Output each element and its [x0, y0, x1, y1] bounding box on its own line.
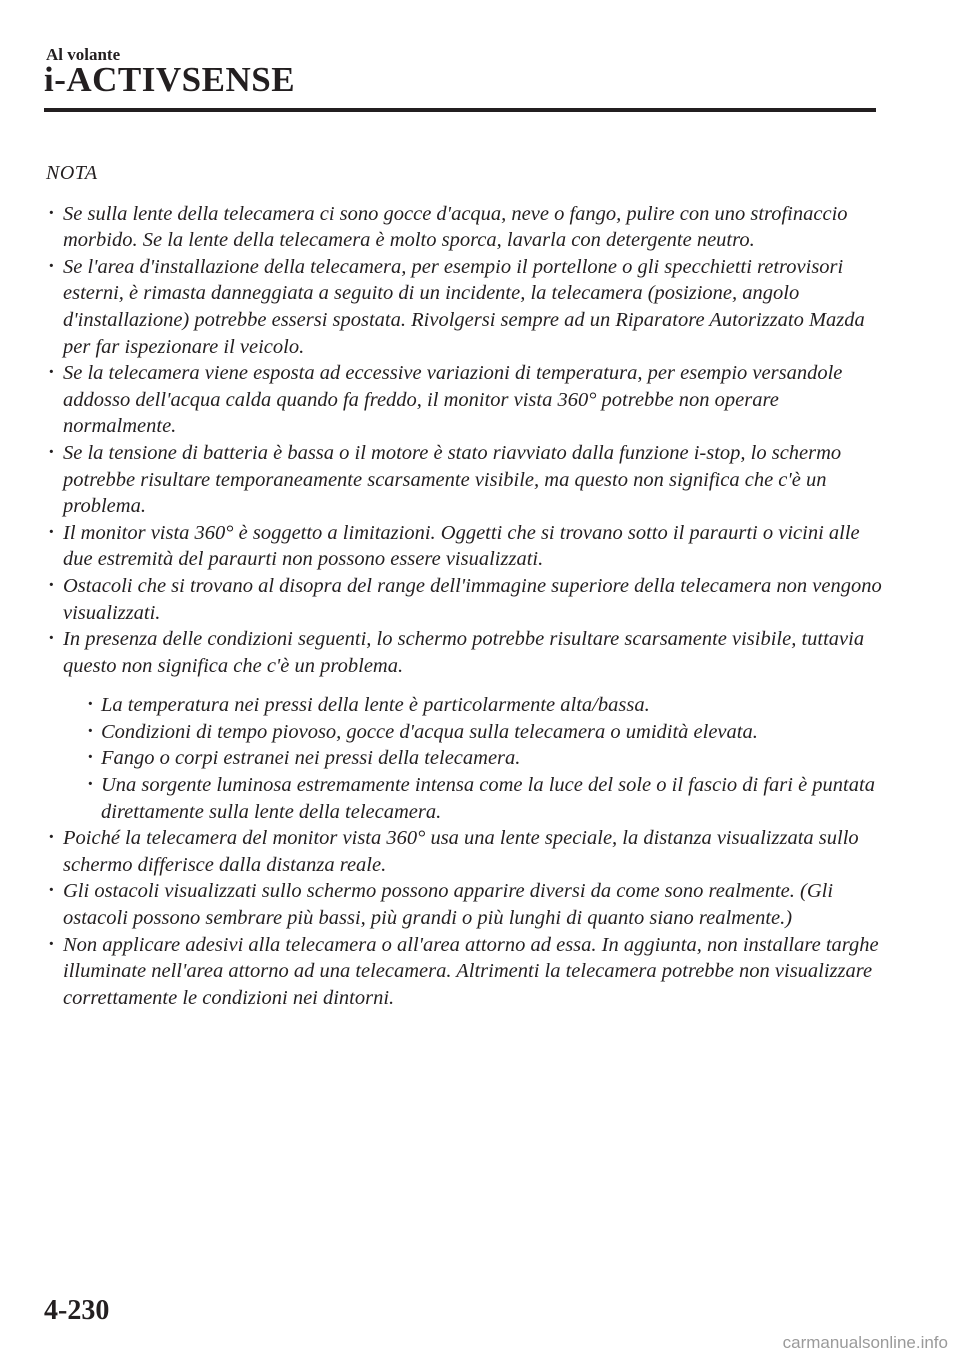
condition-item: · Una sorgente luminosa estremamente intensa come la luce del sole o il fascio di fari è puntata direttamente sulla lente della telecamera.	[87, 772, 886, 825]
section-label: Al volante	[46, 45, 121, 64]
page-title: i-ACTIVSENSE	[44, 60, 296, 99]
condition-item: · La temperatura nei pressi della lente è particolarmente alta/bassa.	[87, 692, 886, 719]
note-item-with-conditions	[46, 626, 886, 825]
condition-item: · Condizioni di tempo piovoso, gocce d'acqua sulla telecamera o umidità elevata.	[87, 719, 886, 746]
note-item: · Se sulla lente della telecamera ci sono gocce d'acqua, neve o fango, pulire con uno strofinaccio morbido. Se la lente della telecamera è molto sporca, lavarla con detergente neutro.	[46, 201, 886, 254]
condition-list	[63, 692, 886, 825]
header-rule	[44, 108, 876, 112]
note-item: · Gli ostacoli visualizzati sullo schermo possono apparire diversi da come sono realmente. (Gli ostacoli possono sembrare più bassi, più grandi o più lunghi di quanto siano realmente.)	[46, 878, 886, 931]
page-number: 4-230	[44, 1295, 110, 1326]
condition-item: · Fango o corpi estranei nei pressi della telecamera.	[87, 745, 886, 772]
note-item: · Non applicare adesivi alla telecamera o all'area attorno ad essa. In aggiunta, non installare targhe illuminate nell'area attorno ad una telecamera. Altrimenti la telecamera potrebbe non visualizzare correttamente le condizioni nei dintorni.	[46, 932, 886, 1012]
watermark: carmanualsonline.info	[782, 1333, 948, 1352]
note-item: · Se la tensione di batteria è bassa o il motore è stato riavviato dalla funzione i-stop, lo schermo potrebbe risultare temporaneamente scarsamente visibile, ma questo non significa che c'è un problema.	[46, 440, 886, 520]
note-item-text: In presenza delle condizioni seguenti, lo schermo potrebbe risultare scarsamente visibile, tuttavia questo non significa che c'è un problema.	[63, 628, 865, 677]
note-item: · Ostacoli che si trovano al disopra del range dell'immagine superiore della telecamera non vengono visualizzati.	[46, 573, 886, 626]
note-item: · Il monitor vista 360° è soggetto a limitazioni. Oggetti che si trovano sotto il paraurti o vicini alle due estremità del paraurti non possono essere visualizzati.	[46, 520, 886, 573]
note-item: · Se la telecamera viene esposta ad eccessive variazioni di temperatura, per esempio versandole addosso dell'acqua calda quando fa freddo, il monitor vista 360° potrebbe non operare normalmente.	[46, 360, 886, 440]
note-item: · Poiché la telecamera del monitor vista 360° usa una lente speciale, la distanza visualizzata sullo schermo differisce dalla distanza reale.	[46, 825, 886, 878]
note-block	[46, 160, 886, 1011]
note-item: · Se l'area d'installazione della telecamera, per esempio il portellone o gli specchietti retrovisori esterni, è rimasta danneggiata a seguito di un incidente, la telecamera (posizione, angolo d'installazione) potrebbe essersi spostata. Rivolgersi sempre ad un Riparatore Autorizzato Mazda per far ispezionare il veicolo.	[46, 254, 886, 360]
note-label: NOTA	[46, 162, 98, 184]
note-list	[46, 201, 886, 1012]
